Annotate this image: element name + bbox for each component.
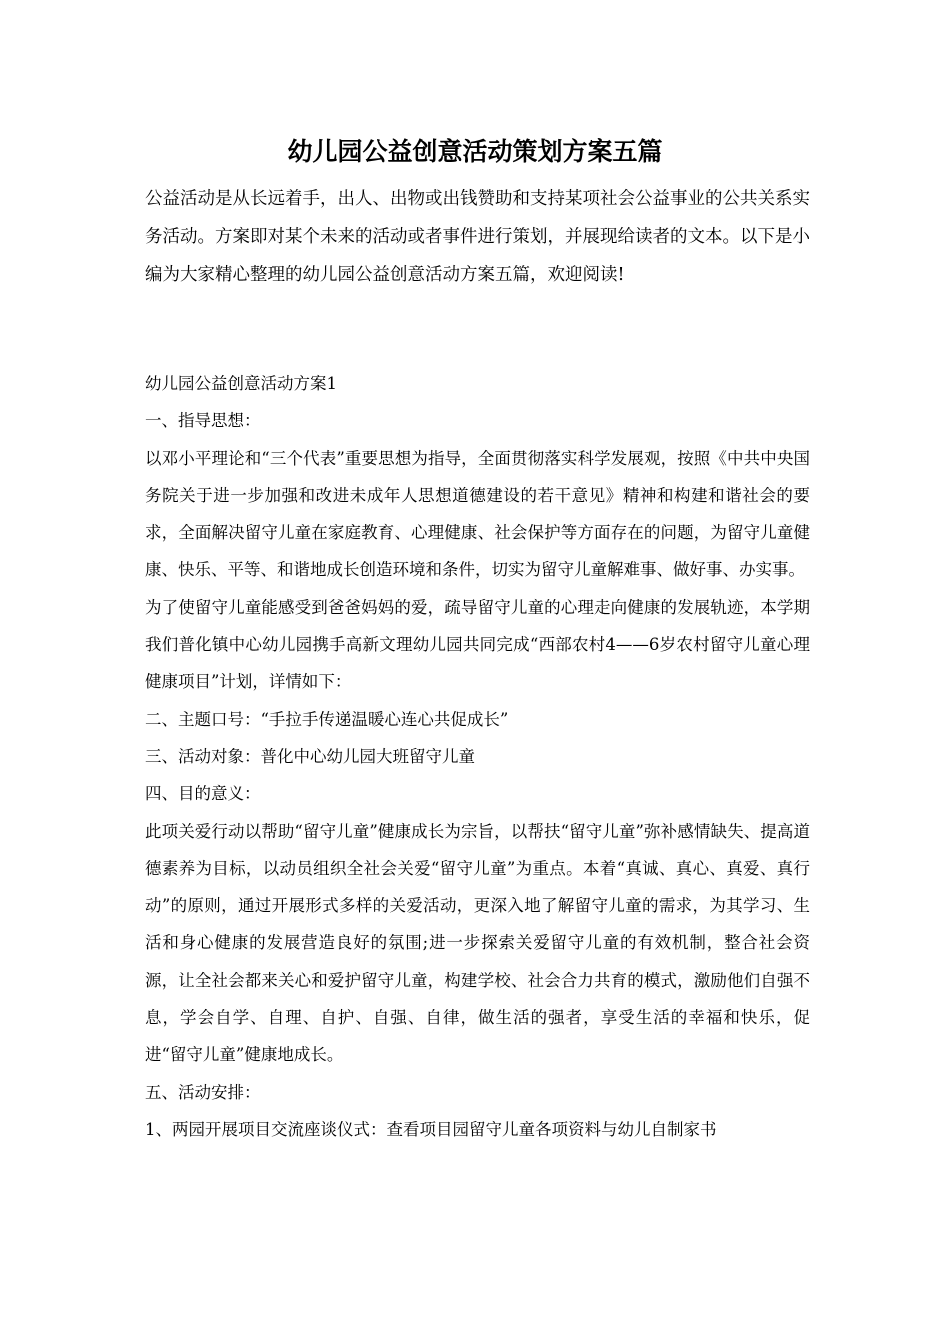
subheading: 三、活动对象：普化中心幼儿园大班留守儿童: [145, 746, 475, 766]
body-paragraph: 此项关爱行动以帮助“留守儿童”健康成长为宗旨，以帮扶“留守儿童”弥补感情缺失、提高道德素养为目标，以动员组织全社会关爱“留守儿童”为重点。本着“真诚、真心、真爱、真行动”的原则，通过开展形式多样的关爱活动，更深入地了解留守儿童的需求，为其学习、生活和身心健康的发展营造良好的氛围;进一步探索关爱留守儿童的有效机制，整合社会资源，让全社会都来关心和爱护留守儿童，构建学校、社会合力共育的模式，激励他们自强不息，学会自学、自理、自护、自强、自律，做生活的强者，享受生活的幸福和快乐，促进“留守儿童”健康地成长。: [145, 821, 810, 1065]
subheading: 二、主题口号：“手拉手传递温暖心连心共促成长”: [145, 709, 509, 729]
body-paragraph: 为了使留守儿童能感受到爸爸妈妈的爱，疏导留守儿童的心理走向健康的发展轨迹，本学期我们普化镇中心幼儿园携手高新文理幼儿园共同完成“西部农村4——6岁农村留守儿童心理健康项目”计划，详情如下：: [145, 597, 810, 692]
subheading: 五、活动安排：: [145, 1082, 261, 1102]
body-paragraph: 1、两园开展项目交流座谈仪式：查看项目园留守儿童各项资料与幼儿自制家书: [145, 1119, 717, 1139]
document-title: 幼儿园公益创意活动策划方案五篇: [287, 137, 663, 166]
document-body: [145, 365, 810, 1148]
subheading: 一、指导思想：: [145, 411, 261, 431]
body-paragraph: 以邓小平理论和“三个代表”重要思想为指导，全面贯彻落实科学发展观，按照《中共中央国务院关于进一步加强和改进未成年人思想道德建设的若干意见》精神和构建和谐社会的要求，全面解决留守儿童在家庭教育、心理健康、社会保护等方面存在的问题，为留守儿童健康、快乐、平等、和谐地成长创造环境和条件，切实为留守儿童解难事、做好事、办实事。: [145, 448, 810, 580]
section-heading: 幼儿园公益创意活动方案1: [145, 374, 337, 393]
intro-paragraph: 公益活动是从长远着手，出人、出物或出钱赞助和支持某项社会公益事业的公共关系实务活动。方案即对某个未来的活动或者事件进行策划，并展现给读者的文本。以下是小编为大家精心整理的幼儿园公益创意活动方案五篇，欢迎阅读!: [145, 189, 810, 285]
subheading: 四、目的意义：: [145, 784, 261, 804]
